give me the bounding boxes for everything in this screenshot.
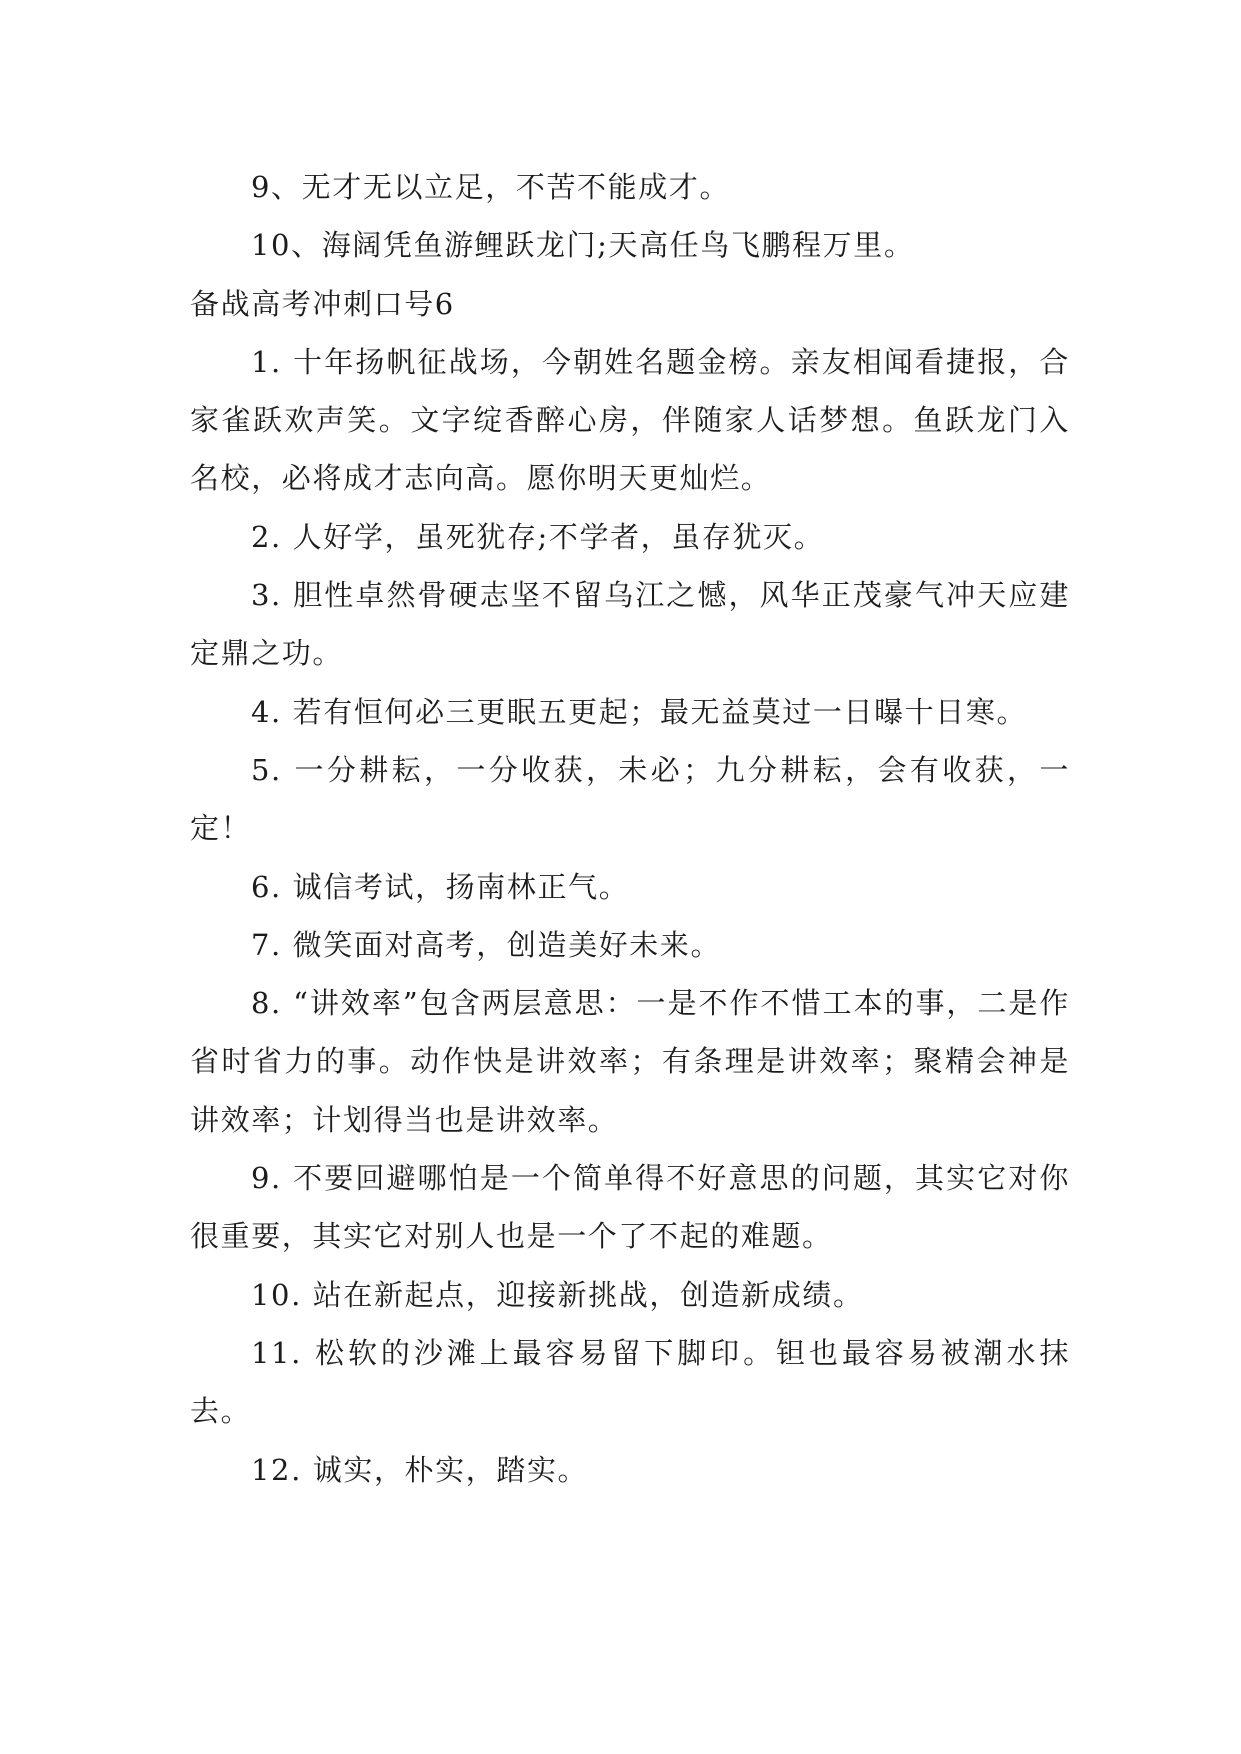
list-item: 8. “讲效率”包含两层意思：一是不作不惜工本的事，二是作省时省力的事。动作快是讲效率；有条理是讲效率；聚精会神是讲效率；计划得当也是讲效率。	[190, 986, 1070, 1137]
list-item: 9. 不要回避哪怕是一个简单得不好意思的问题，其实它对你很重要，其实它对别人也是一个了不起的难题。	[190, 1161, 1070, 1254]
list-item: 12. 诚实，朴实，踏实。	[251, 1452, 589, 1487]
list-item: 11. 松软的沙滩上最容易留下脚印。钽也最容易被潮水抹去。	[190, 1335, 1070, 1429]
document-body	[190, 158, 1070, 1499]
list-item: 2. 人好学，虽死犹存;不学者，虽存犹灭。	[251, 519, 825, 554]
list-item: 6. 诚信考试，扬南林正气。	[251, 869, 630, 904]
list-item: 9、无才无以立足，不苦不能成才。	[251, 170, 731, 204]
list-item: 10、海阔凭鱼游鲤跃龙门;天高任鸟飞鹏程万里。	[251, 228, 915, 263]
list-item: 7. 微笑面对高考，创造美好未来。	[251, 927, 722, 962]
section-heading: 备战高考冲刺口号6	[190, 286, 455, 321]
list-item: 1. 十年扬帆征战场，今朝姓名题金榜。亲友相闻看捷报，合家雀跃欢声笑。文字绽香醉心房，伴随家人话梦想。鱼跃龙门入名校，必将成才志向高。愿你明天更灿烂。	[190, 344, 1070, 496]
list-item: 10. 站在新起点，迎接新挑战，创造新成绩。	[251, 1277, 864, 1312]
list-item: 3. 胆性卓然骨硬志坚不留乌江之憾，风华正茂豪气冲天应建定鼎之功。	[190, 578, 1070, 671]
list-item: 4. 若有恒何必三更眠五更起；最无益莫过一日曝十日寒。	[251, 694, 1028, 729]
list-item: 5. 一分耕耘，一分收获，未必；九分耕耘，会有收获，一定！	[190, 752, 1070, 846]
